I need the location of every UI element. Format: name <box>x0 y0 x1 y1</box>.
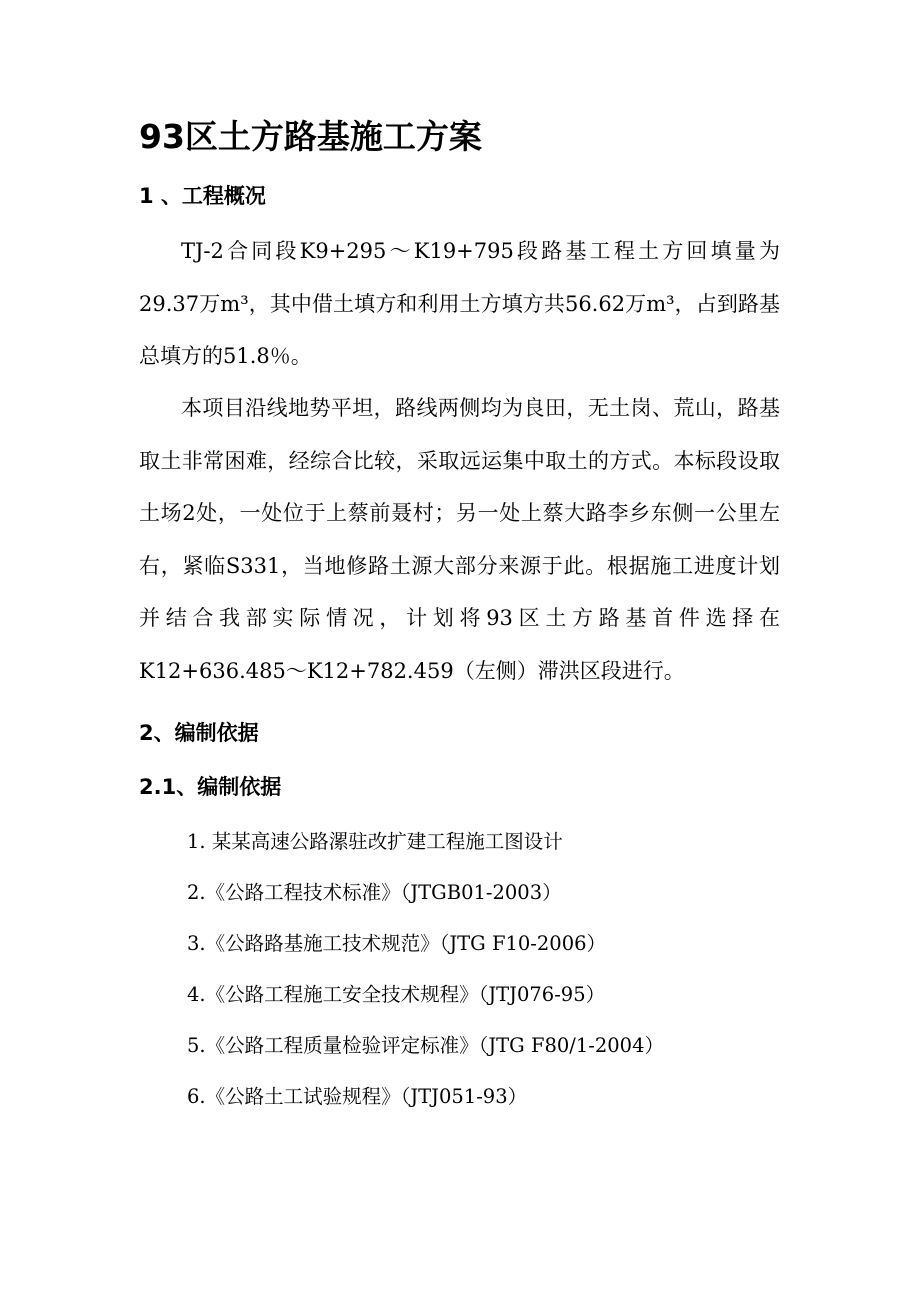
reference-item-5: 5.《公路工程质量检验评定标准》（JTG F80/1-2004） <box>187 1034 664 1057</box>
section-heading-basis: 2、编制依据 <box>139 721 259 745</box>
paragraph-overview-2: 本项目沿线地势平坦，路线两侧均为良田，无土岗、荒山，路基取土非常困难，经综合比较，采取远运集中取土的方式。本标段设取土场2处，一处位于上蔡前聂村；另一处上蔡大路李乡东侧一公里左右，紧临S331，当地修路土源大部分来源于此。根据施工进度计划并结合我部实际情况，计划将93区土方路基首件选择在K12+636.485～K12+782.459（左侧）滞洪区段进行。 <box>139 396 780 683</box>
document-title: 93区土方路基施工方案 <box>139 117 482 156</box>
subsection-heading-basis: 2.1、编制依据 <box>139 775 282 799</box>
reference-item-1: 1. 某某高速公路漯驻改扩建工程施工图设计 <box>187 830 563 853</box>
reference-item-2: 2.《公路工程技术标准》（JTGB01-2003） <box>187 881 562 904</box>
reference-item-4: 4.《公路工程施工安全技术规程》（JTJ076-95） <box>187 983 606 1006</box>
reference-item-6: 6.《公路土工试验规程》（JTJ051-93） <box>187 1085 528 1108</box>
paragraph-overview-1: TJ-2合同段K9+295～K19+795段路基工程土方回填量为29.37万m³，其中借土填方和利用土方填方共56.62万m³，占到路基总填方的51.8％。 <box>139 239 780 368</box>
reference-item-3: 3.《公路路基施工技术规范》（JTG F10-2006） <box>187 932 607 955</box>
section-heading-overview: 1 、工程概况 <box>139 184 266 208</box>
